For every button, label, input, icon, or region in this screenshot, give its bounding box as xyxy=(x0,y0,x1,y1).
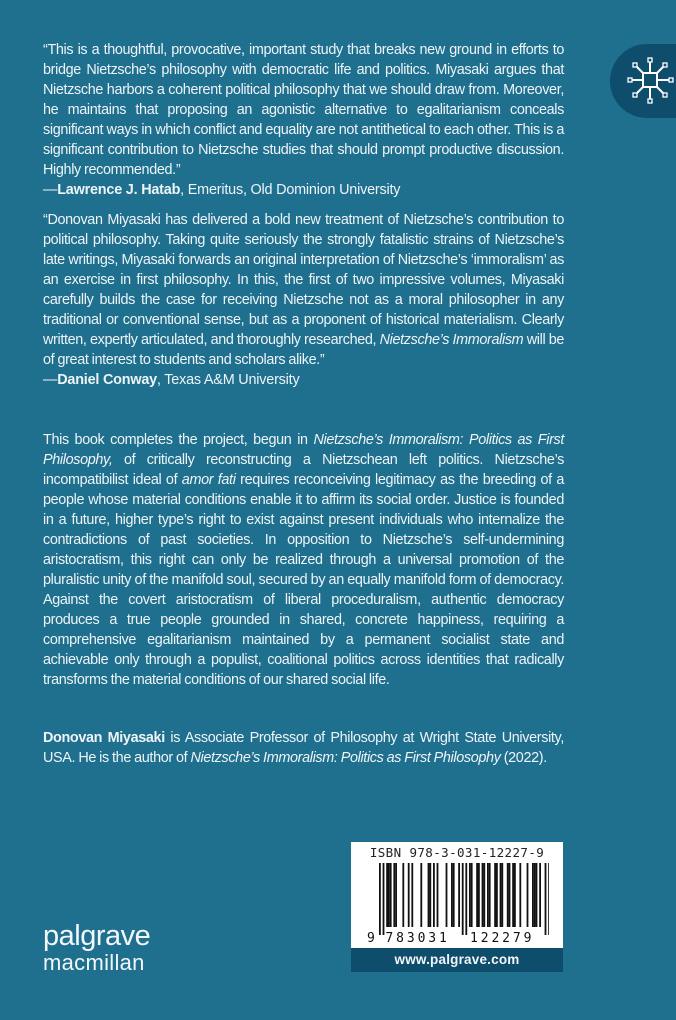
logo-line-macmillan: macmillan xyxy=(43,950,145,975)
isbn-label: ISBN 978-3-031-12227-9 xyxy=(369,845,545,860)
barcode xyxy=(367,863,549,947)
logo-line-palgrave: palgrave xyxy=(43,920,151,952)
term-amor-fati: amor fati xyxy=(181,472,236,488)
author-name: Donovan Miyasaki xyxy=(43,730,165,746)
reviewer-name: Lawrence J. Hatab xyxy=(57,182,181,198)
svg-text:122279: 122279 xyxy=(470,931,535,946)
circuit-chip-icon xyxy=(624,55,676,107)
book-title: Nietzsche’s Immoralism xyxy=(379,332,524,348)
svg-text:9: 9 xyxy=(367,931,378,946)
quote-attribution: —Daniel Conway, Texas A&M University xyxy=(43,372,300,388)
review-quote-hatab xyxy=(43,40,564,200)
reviewer-affiliation: , Emeritus, Old Dominion University xyxy=(180,182,401,198)
review-quote-conway xyxy=(43,210,564,390)
publisher-url[interactable]: www.palgrave.com xyxy=(351,948,563,972)
reviewer-affiliation: , Texas A&M University xyxy=(156,372,300,388)
quote-text: “Donovan Miyasaki has delivered a bold new treatment of Nietzsche’s contribution to political philosophy. Taking quite seriously the strongly fatalistic strains of Nietzsche’s late writings, Miyasaki forwards an original interpretation of Nietzsche’s ‘immoralism’ as an exercise in first philosophy. In this, the first of two impressive volumes, Miyasaki carefully builds the case for receiving Nietzsche not as a moral philosopher in any traditional or conventional sense, but as a proponent of historical materialism. Clearly written, expertly articulated, and thoroughly researched, Nietzsche’s Immoralism will be of great interest to students and scholars alike.” xyxy=(43,212,565,368)
book-description: This book completes the project, begun in Nietzsche’s Immoralism: Politics as First Philosophy, of critically reconstructing a Nietzschean left politics. Nietzsche’s incompatibilist ideal of amor fati requires reconceiving legitimacy as the breeding of a people whose material conditions enable it to affirm its social order. Justice is founded in a future, higher type’s right to exist against present individuals who internalize the contradictions of past societies. In opposition to Nietzsche’s self-undermining aristocratism, this right can only be realized through a universal promotion of the pluralistic unity of the manifold soul, secured by an equally manifold form of democracy. Against the covert aristocratism of liberal proceduralism, authentic democracy produces a true people grounded in shared, concrete happiness, requiring a comprehensive egalitarianism maintained by a permanent socialist state and achievable only through a populist, coalitional politics across identities that radically transforms the material conditions of our shared social life. xyxy=(43,432,564,688)
svg-text:783031: 783031 xyxy=(385,931,450,946)
quote-text: “This is a thoughtful, provocative, important study that breaks new ground in efforts to bridge Nietzsche’s philosophy with democratic life and politics. Miyasaki argues that Nietzsche harbors a coherent political philosophy that we should draw from. Moreover, he maintains that proposing an agonistic alternative to egalitarianism conceals significant ways in which conflict and equality are not antithetical to each other. This is a significant contribution to Nietzsche studies that should prompt productive discussion. Highly recommended.” xyxy=(43,42,564,178)
author-bio: Donovan Miyasaki is Associate Professor of Philosophy at Wright State University, USA. He is the author of Nietzsche’s Immoralism: Politics as First Philosophy (2022). xyxy=(43,730,564,766)
isbn-barcode-box xyxy=(351,842,563,948)
subject-badge xyxy=(610,44,676,118)
reviewer-name: Daniel Conway xyxy=(57,372,157,388)
book-title: Nietzsche’s Immoralism: Politics as First Philosophy xyxy=(190,750,501,766)
publisher-logo xyxy=(43,921,150,975)
quote-attribution: —Lawrence J. Hatab, Emeritus, Old Dominion University xyxy=(43,182,401,198)
book-title: Nietzsche’s Immoralism: Politics as First Philosophy, xyxy=(43,432,564,468)
